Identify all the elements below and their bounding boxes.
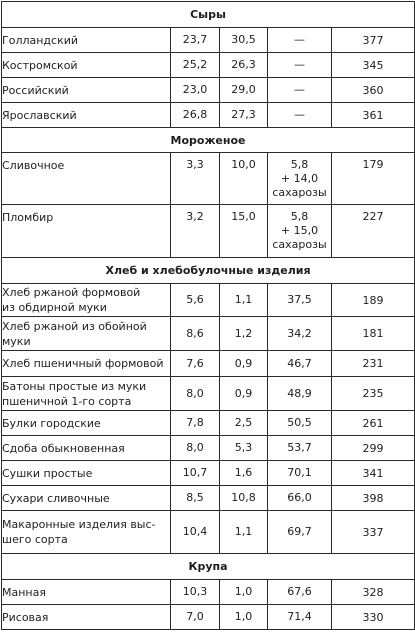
table-row <box>2 153 415 205</box>
carbs-cell: 70,1 <box>268 461 332 486</box>
fat-cell: 1,1 <box>220 511 268 554</box>
carbs-cell: 50,5 <box>268 411 332 436</box>
calories-cell: 345 <box>332 53 415 78</box>
table-row <box>2 461 415 486</box>
calories-cell: 189 <box>332 284 415 317</box>
protein-cell: 23,7 <box>171 28 220 53</box>
table-row <box>2 284 415 317</box>
calories-cell: 235 <box>332 377 415 411</box>
protein-cell: 8,5 <box>171 486 220 511</box>
protein-cell: 10,4 <box>171 511 220 554</box>
section-header-row <box>2 2 415 28</box>
carbs-cell: — <box>268 78 332 103</box>
fat-cell: 1,0 <box>220 605 268 630</box>
product-name-cell: Сухари сливочные <box>2 486 171 511</box>
section-header-row <box>2 128 415 153</box>
table-row <box>2 436 415 461</box>
fat-cell: 5,3 <box>220 436 268 461</box>
product-name-cell: Хлеб ржаной из обойной муки <box>2 317 171 351</box>
table-row <box>2 103 415 128</box>
fat-cell: 1,1 <box>220 284 268 317</box>
calories-cell: 227 <box>332 205 415 258</box>
table-row <box>2 511 415 554</box>
product-name-cell: Пломбир <box>2 205 171 258</box>
product-name-cell: Манная <box>2 580 171 605</box>
carbs-cell: — <box>268 28 332 53</box>
table-row <box>2 53 415 78</box>
product-name-cell: Российский <box>2 78 171 103</box>
protein-cell: 7,0 <box>171 605 220 630</box>
protein-cell: 3,3 <box>171 153 220 205</box>
protein-cell: 8,6 <box>171 317 220 351</box>
table-row <box>2 317 415 351</box>
protein-cell: 7,8 <box>171 411 220 436</box>
calories-cell: 181 <box>332 317 415 351</box>
product-name-cell: Ярославский <box>2 103 171 128</box>
calories-cell: 361 <box>332 103 415 128</box>
fat-cell: 1,6 <box>220 461 268 486</box>
carbs-cell: 5,8 + 15,0 сахарозы <box>268 205 332 258</box>
fat-cell: 30,5 <box>220 28 268 53</box>
product-name-cell: Булки городские <box>2 411 171 436</box>
calories-cell: 179 <box>332 153 415 205</box>
table-row <box>2 605 415 630</box>
calories-cell: 261 <box>332 411 415 436</box>
nutrition-table-body <box>2 2 415 630</box>
product-name-cell: Сдоба обыкновенная <box>2 436 171 461</box>
calories-cell: 330 <box>332 605 415 630</box>
protein-cell: 7,6 <box>171 351 220 377</box>
protein-cell: 23,0 <box>171 78 220 103</box>
table-row <box>2 205 415 258</box>
protein-cell: 10,3 <box>171 580 220 605</box>
protein-cell: 26,8 <box>171 103 220 128</box>
carbs-cell: 46,7 <box>268 351 332 377</box>
product-name-cell: Голландский <box>2 28 171 53</box>
calories-cell: 328 <box>332 580 415 605</box>
carbs-cell: 48,9 <box>268 377 332 411</box>
fat-cell: 26,3 <box>220 53 268 78</box>
protein-cell: 10,7 <box>171 461 220 486</box>
product-name-cell: Хлеб пшеничный формовой <box>2 351 171 377</box>
protein-cell: 25,2 <box>171 53 220 78</box>
carbs-cell: — <box>268 53 332 78</box>
fat-cell: 29,0 <box>220 78 268 103</box>
carbs-cell: — <box>268 103 332 128</box>
calories-cell: 377 <box>332 28 415 53</box>
table-row <box>2 28 415 53</box>
table-row <box>2 351 415 377</box>
product-name-cell: Костромской <box>2 53 171 78</box>
calories-cell: 231 <box>332 351 415 377</box>
table-row <box>2 486 415 511</box>
nutrition-table <box>1 1 415 630</box>
carbs-cell: 5,8 + 14,0 сахарозы <box>268 153 332 205</box>
carbs-cell: 37,5 <box>268 284 332 317</box>
carbs-cell: 71,4 <box>268 605 332 630</box>
calories-cell: 398 <box>332 486 415 511</box>
table-row <box>2 411 415 436</box>
protein-cell: 8,0 <box>171 436 220 461</box>
protein-cell: 3,2 <box>171 205 220 258</box>
section-header-row <box>2 554 415 580</box>
carbs-cell: 67,6 <box>268 580 332 605</box>
carbs-cell: 34,2 <box>268 317 332 351</box>
fat-cell: 1,2 <box>220 317 268 351</box>
calories-cell: 299 <box>332 436 415 461</box>
protein-cell: 5,6 <box>171 284 220 317</box>
fat-cell: 10,0 <box>220 153 268 205</box>
protein-cell: 8,0 <box>171 377 220 411</box>
product-name-cell: Рисовая <box>2 605 171 630</box>
calories-cell: 360 <box>332 78 415 103</box>
section-header-row <box>2 258 415 284</box>
fat-cell: 1,0 <box>220 580 268 605</box>
carbs-cell: 69,7 <box>268 511 332 554</box>
carbs-cell: 66,0 <box>268 486 332 511</box>
section-title: Сыры <box>2 2 415 28</box>
fat-cell: 27,3 <box>220 103 268 128</box>
fat-cell: 0,9 <box>220 351 268 377</box>
fat-cell: 10,8 <box>220 486 268 511</box>
carbs-cell: 53,7 <box>268 436 332 461</box>
table-row <box>2 580 415 605</box>
table-row <box>2 78 415 103</box>
section-title: Мороженое <box>2 128 415 153</box>
table-row <box>2 377 415 411</box>
fat-cell: 2,5 <box>220 411 268 436</box>
fat-cell: 15,0 <box>220 205 268 258</box>
product-name-cell: Макаронные изделия выс- шего сорта <box>2 511 171 554</box>
product-name-cell: Сливочное <box>2 153 171 205</box>
fat-cell: 0,9 <box>220 377 268 411</box>
section-title: Крупа <box>2 554 415 580</box>
calories-cell: 337 <box>332 511 415 554</box>
product-name-cell: Хлеб ржаной формовой из обдирной муки <box>2 284 171 317</box>
product-name-cell: Сушки простые <box>2 461 171 486</box>
calories-cell: 341 <box>332 461 415 486</box>
product-name-cell: Батоны простые из муки пшеничной 1-го сорта <box>2 377 171 411</box>
section-title: Хлеб и хлебобулочные изделия <box>2 258 415 284</box>
